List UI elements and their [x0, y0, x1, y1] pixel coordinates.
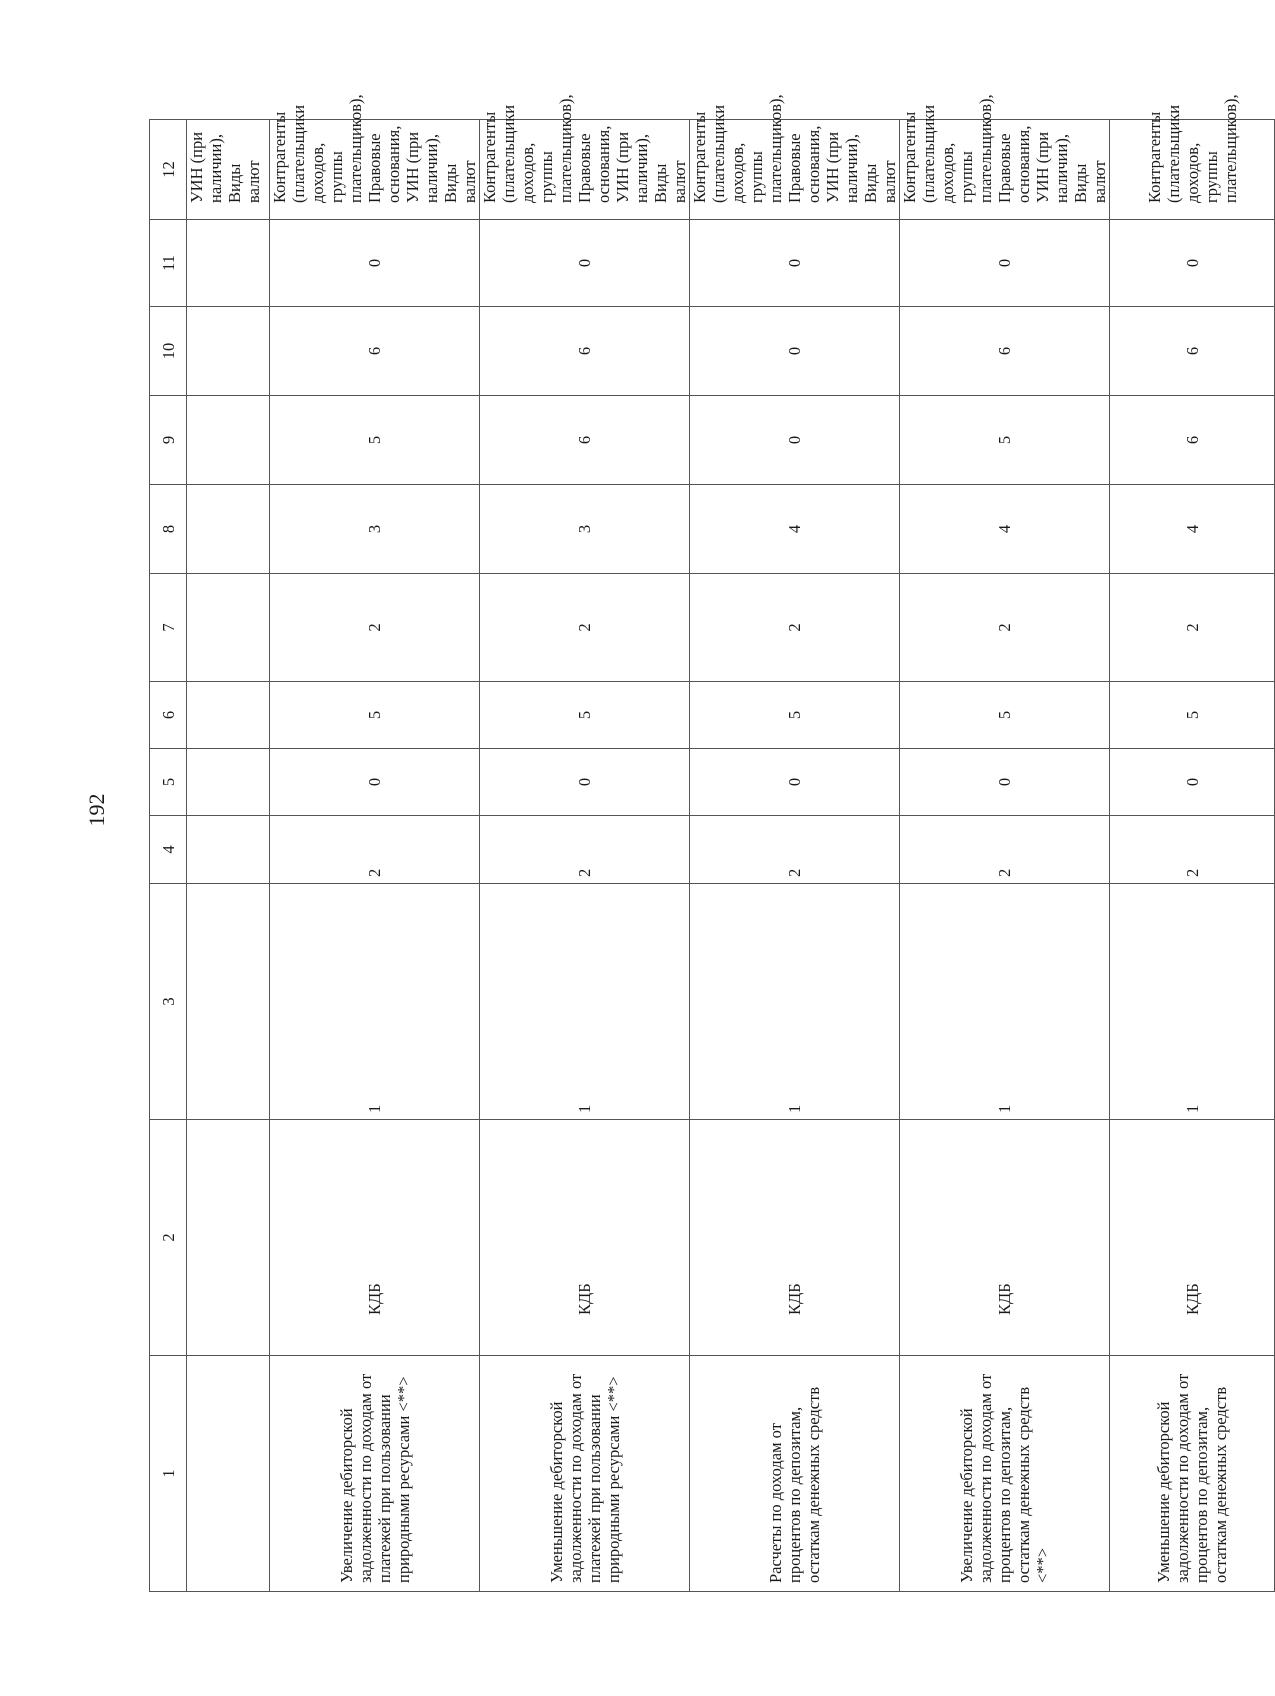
rotated-table-container — [149, 94, 1240, 1592]
table-header — [150, 120, 187, 1592]
table-cell — [187, 307, 270, 396]
value-cell: 3 — [270, 485, 480, 574]
value-cell: 0 — [690, 396, 900, 485]
header-cell: 9 — [150, 396, 187, 485]
code-cell: КДБ — [270, 1120, 480, 1356]
header-cell: 5 — [150, 749, 187, 816]
page-number: 192 — [84, 793, 109, 827]
table-cell — [187, 749, 270, 816]
code-cell: КДБ — [690, 1120, 900, 1356]
value-cell: 1 — [690, 884, 900, 1120]
account-name-cell: Увеличение дебиторской задолженности по доходам от платежей при пользовании природными ресурсами <**> — [270, 1356, 480, 1592]
account-name-cell: Уменьшение дебиторской задолженности по доходам от процентов по депозитам, остаткам денежных средств — [1110, 1356, 1275, 1592]
value-cell: 5 — [480, 682, 690, 749]
table-row — [270, 120, 480, 1592]
value-cell: 5 — [270, 396, 480, 485]
value-cell: 2 — [270, 574, 480, 682]
analytics-cell: Контрагенты (плательщики доходов, группы плательщиков), Правовые основания, УИН (при наличии), Виды валют — [690, 120, 900, 220]
value-cell: 5 — [1110, 682, 1275, 749]
analytics-cell: Контрагенты (плательщики доходов, группы плательщиков), Правовые основания, УИН (при наличии), Виды валют — [900, 120, 1110, 220]
analytics-cell — [187, 120, 270, 220]
table-cell — [187, 220, 270, 307]
table-row — [900, 120, 1110, 1592]
value-cell: 0 — [480, 220, 690, 307]
value-cell: 6 — [1110, 396, 1275, 485]
header-cell: 1 — [150, 1356, 187, 1592]
header-cell: 7 — [150, 574, 187, 682]
analytics-cell: Контрагенты (плательщики доходов, группы плательщиков), Правовые основания, УИН (при наличии), Виды валют — [480, 120, 690, 220]
analytics-cell: Контрагенты (плательщики доходов, группы плательщиков), Правовые основания, УИН (при наличии), Виды валют — [270, 120, 480, 220]
value-cell: 4 — [690, 485, 900, 574]
value-cell: 0 — [900, 749, 1110, 816]
table-row — [1110, 120, 1275, 1592]
value-cell: 4 — [900, 485, 1110, 574]
table-cell — [187, 816, 270, 884]
table-cell — [187, 1120, 270, 1356]
table-row-continuation — [187, 120, 270, 1592]
value-cell: 6 — [270, 307, 480, 396]
value-cell: 5 — [900, 682, 1110, 749]
accounts-table — [149, 94, 1275, 1592]
value-cell: 0 — [480, 749, 690, 816]
value-cell: 2 — [690, 574, 900, 682]
value-cell: 0 — [1110, 220, 1275, 307]
value-cell: 2 — [480, 816, 690, 884]
value-cell: 5 — [270, 682, 480, 749]
value-cell: 2 — [690, 816, 900, 884]
header-cell: 3 — [150, 884, 187, 1120]
table-row — [690, 120, 900, 1592]
table-cell — [187, 884, 270, 1120]
value-cell: 2 — [900, 816, 1110, 884]
value-cell: 0 — [900, 220, 1110, 307]
analytics-cell: Контрагенты (плательщики доходов, группы плательщиков), — [1110, 120, 1275, 220]
table-cell — [187, 485, 270, 574]
value-cell: 0 — [270, 220, 480, 307]
header-row — [150, 120, 187, 1592]
value-cell: 1 — [1110, 884, 1275, 1120]
value-cell: 5 — [690, 682, 900, 749]
account-name-cell: Увеличение дебиторской задолженности по доходам от процентов по депозитам, остаткам денежных средств <**> — [900, 1356, 1110, 1592]
value-cell: 5 — [900, 396, 1110, 485]
header-cell: 4 — [150, 816, 187, 884]
value-cell: 0 — [690, 220, 900, 307]
code-cell: КДБ — [480, 1120, 690, 1356]
value-cell: 0 — [690, 749, 900, 816]
value-cell: 6 — [900, 307, 1110, 396]
value-cell: 1 — [900, 884, 1110, 1120]
code-cell: КДБ — [900, 1120, 1110, 1356]
value-cell: 1 — [480, 884, 690, 1120]
header-cell: 8 — [150, 485, 187, 574]
header-cell: 11 — [150, 220, 187, 307]
value-cell: 0 — [1110, 749, 1275, 816]
value-cell: 2 — [270, 816, 480, 884]
value-cell: 4 — [1110, 485, 1275, 574]
value-cell: 0 — [690, 307, 900, 396]
account-name-cell: Уменьшение дебиторской задолженности по доходам от платежей при пользовании природными ресурсами <**> — [480, 1356, 690, 1592]
table-cell — [187, 396, 270, 485]
table-cell — [187, 574, 270, 682]
value-cell: 0 — [270, 749, 480, 816]
table-body — [187, 94, 1275, 1592]
header-cell: 6 — [150, 682, 187, 749]
header-cell: 12 — [150, 120, 187, 220]
table-cell — [187, 1356, 270, 1592]
table-row — [480, 120, 690, 1592]
code-cell: КДБ — [1110, 1120, 1275, 1356]
value-cell: 6 — [480, 396, 690, 485]
analytics-text: УИН (при наличии), Виды валют — [187, 131, 263, 203]
value-cell: 2 — [1110, 816, 1275, 884]
value-cell: 3 — [480, 485, 690, 574]
value-cell: 1 — [270, 884, 480, 1120]
value-cell: 6 — [1110, 307, 1275, 396]
header-cell: 10 — [150, 307, 187, 396]
value-cell: 2 — [1110, 574, 1275, 682]
header-cell: 2 — [150, 1120, 187, 1356]
account-name-cell: Расчеты по доходам от процентов по депозитам, остаткам денежных средств — [690, 1356, 900, 1592]
table-cell — [187, 682, 270, 749]
value-cell: 2 — [480, 574, 690, 682]
value-cell: 6 — [480, 307, 690, 396]
value-cell: 2 — [900, 574, 1110, 682]
